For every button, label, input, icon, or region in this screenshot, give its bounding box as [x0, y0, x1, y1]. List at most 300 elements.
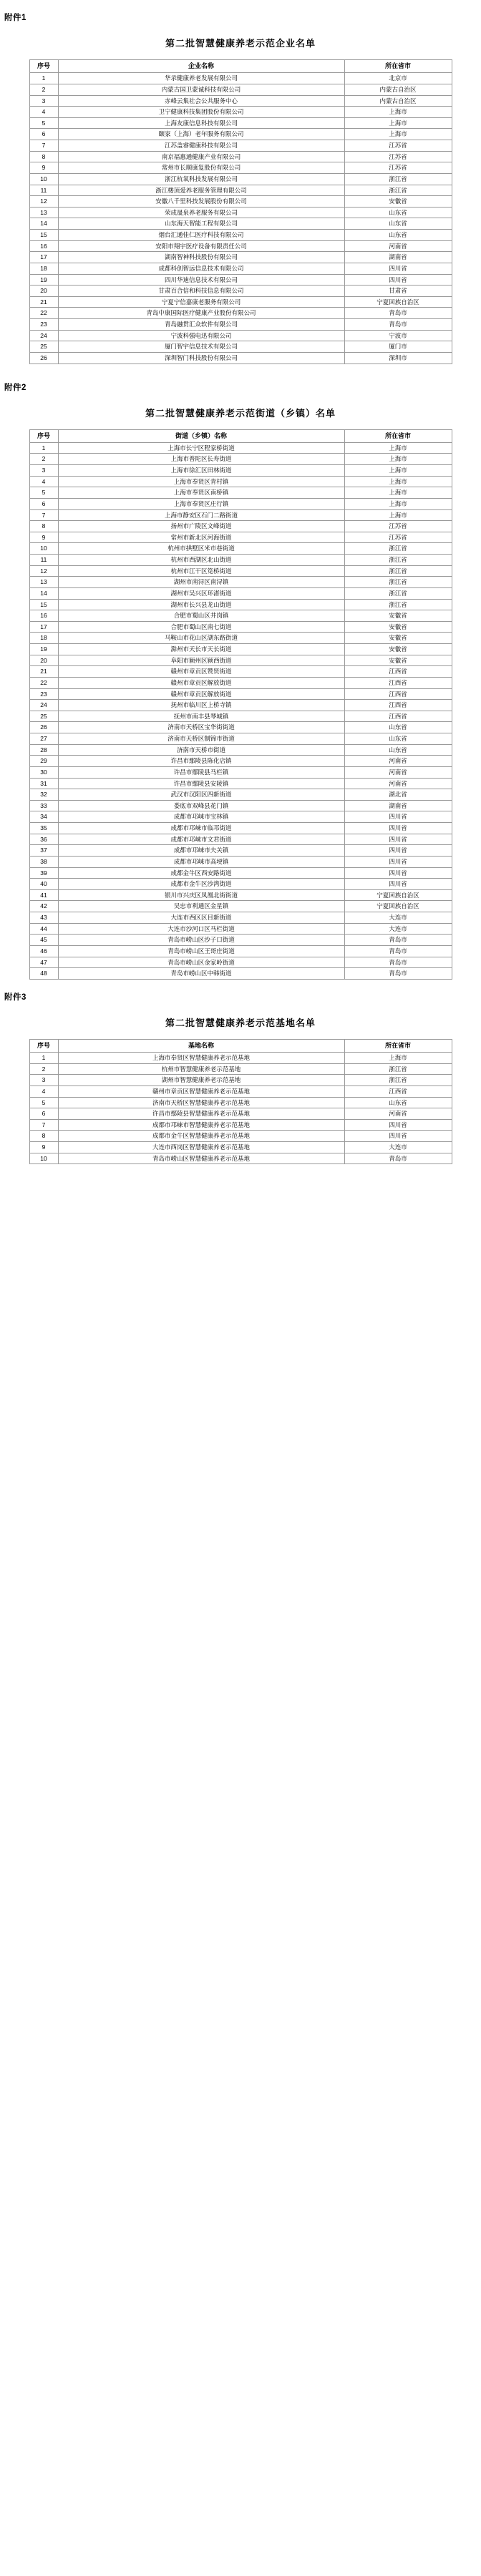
cell-province: 山东省 — [344, 218, 452, 230]
cell-province: 湖南省 — [344, 252, 452, 263]
cell-name: 成都市邛崃市高埂镇 — [58, 856, 344, 867]
table-row — [29, 230, 452, 241]
cell-index: 18 — [29, 633, 58, 644]
cell-province: 四川省 — [344, 845, 452, 857]
cell-province: 四川省 — [344, 1131, 452, 1142]
cell-index: 8 — [29, 1131, 58, 1142]
cell-name: 安阳市翔宇医疗设备有限责任公司 — [58, 240, 344, 252]
cell-name: 上海市徐汇区田林街道 — [58, 465, 344, 477]
table-row — [29, 889, 452, 901]
table-header-row — [29, 1039, 452, 1052]
cell-name: 银川市兴庆区凤凰北街街道 — [58, 889, 344, 901]
cell-index: 1 — [29, 1053, 58, 1064]
cell-province: 宁夏回族自治区 — [344, 889, 452, 901]
cell-name: 常州市新北区河海街道 — [58, 532, 344, 543]
cell-province: 大连市 — [344, 923, 452, 935]
cell-index: 20 — [29, 655, 58, 666]
column-header-province: 所在省市 — [344, 60, 452, 73]
cell-province: 湖北省 — [344, 789, 452, 801]
appendix-3-label: 附件3 — [4, 992, 26, 1002]
cell-index: 13 — [29, 207, 58, 218]
cell-index: 6 — [29, 498, 58, 509]
column-header-name: 企业名称 — [58, 60, 344, 73]
cell-index: 13 — [29, 577, 58, 588]
cell-province: 安徽省 — [344, 621, 452, 633]
cell-index: 7 — [29, 509, 58, 521]
table-row — [29, 1142, 452, 1153]
table-row — [29, 341, 452, 353]
table-row — [29, 711, 452, 722]
cell-province: 浙江省 — [344, 577, 452, 588]
cell-province: 宁夏回族自治区 — [344, 901, 452, 912]
cell-name: 上海市奉贤区南桥镇 — [58, 487, 344, 499]
cell-province: 厦门市 — [344, 341, 452, 353]
cell-name: 成都市邛崃市宝林镇 — [58, 811, 344, 823]
cell-index: 12 — [29, 565, 58, 577]
cell-name: 阜阳市颍州区颍西街道 — [58, 655, 344, 666]
cell-province: 浙江省 — [344, 587, 452, 599]
cell-name: 济南市天桥区智慧健康养老示范基地 — [58, 1097, 344, 1108]
cell-province: 四川省 — [344, 834, 452, 845]
table-row — [29, 498, 452, 509]
cell-name: 宁夏宁信嘉康老服务有限公司 — [58, 296, 344, 308]
cell-name: 成都市金牛区智慧健康养老示范基地 — [58, 1131, 344, 1142]
cell-index: 5 — [29, 487, 58, 499]
cell-index: 29 — [29, 756, 58, 767]
cell-name: 华录健康养老发展有限公司 — [58, 73, 344, 84]
cell-index: 39 — [29, 867, 58, 879]
cell-name: 常州市长顺康复股份有限公司 — [58, 162, 344, 174]
column-header-index: 序号 — [29, 60, 58, 73]
cell-index: 37 — [29, 845, 58, 857]
cell-name: 湖州市智慧健康养老示范基地 — [58, 1075, 344, 1086]
cell-province: 上海市 — [344, 129, 452, 140]
table-row — [29, 240, 452, 252]
cell-name: 青岛市崂山区王哥庄街道 — [58, 945, 344, 957]
table-row — [29, 744, 452, 756]
document-page — [0, 0, 481, 1179]
table-row — [29, 286, 452, 297]
cell-province: 安徽省 — [344, 196, 452, 208]
cell-name: 上海市普陀区长寿街道 — [58, 454, 344, 465]
cell-index: 3 — [29, 465, 58, 477]
cell-name: 合肥市蜀山区井岗镇 — [58, 610, 344, 622]
cell-index: 6 — [29, 1108, 58, 1120]
cell-name: 许昌市鄢陵县陈化店镇 — [58, 756, 344, 767]
cell-province: 江西省 — [344, 700, 452, 711]
cell-province: 青岛市 — [344, 319, 452, 331]
cell-name: 许昌市鄢陵县智慧健康养老示范基地 — [58, 1108, 344, 1120]
table-row — [29, 968, 452, 980]
cell-name: 赣州市章贡区智慧健康养老示范基地 — [58, 1085, 344, 1097]
table-row — [29, 330, 452, 341]
table-row — [29, 487, 452, 499]
cell-index: 2 — [29, 84, 58, 95]
appendix-2-body — [29, 442, 452, 979]
cell-province: 北京市 — [344, 73, 452, 84]
table-row — [29, 274, 452, 286]
table-row — [29, 196, 452, 208]
cell-province: 四川省 — [344, 274, 452, 286]
cell-province: 上海市 — [344, 117, 452, 129]
cell-province: 上海市 — [344, 442, 452, 454]
cell-name: 济南市天桥市街道 — [58, 744, 344, 756]
cell-name: 上海市奉贤区青村镇 — [58, 476, 344, 487]
table-row — [29, 957, 452, 968]
table-row — [29, 722, 452, 733]
cell-index: 3 — [29, 1075, 58, 1086]
table-row — [29, 688, 452, 700]
cell-index: 6 — [29, 129, 58, 140]
table-row — [29, 912, 452, 924]
table-row — [29, 543, 452, 555]
cell-province: 山东省 — [344, 1097, 452, 1108]
cell-index: 7 — [29, 1119, 58, 1131]
cell-index: 9 — [29, 532, 58, 543]
appendix-2-table — [29, 429, 452, 980]
cell-index: 10 — [29, 1153, 58, 1164]
table-row — [29, 140, 452, 152]
cell-province: 浙江省 — [344, 185, 452, 196]
cell-name: 杭州市江干区笕桥街道 — [58, 565, 344, 577]
cell-index: 11 — [29, 555, 58, 566]
cell-province: 上海市 — [344, 476, 452, 487]
cell-index: 8 — [29, 151, 58, 162]
table-row — [29, 1085, 452, 1097]
appendix-2-title: 第二批智慧健康养老示范街道（乡镇）名单 — [145, 407, 336, 419]
table-row — [29, 252, 452, 263]
table-row — [29, 476, 452, 487]
table-row — [29, 945, 452, 957]
table-row — [29, 107, 452, 118]
table-row — [29, 811, 452, 823]
cell-index: 22 — [29, 308, 58, 319]
cell-name: 合肥市蜀山区南七街道 — [58, 621, 344, 633]
cell-index: 38 — [29, 856, 58, 867]
table-row — [29, 587, 452, 599]
table-row — [29, 778, 452, 789]
table-row — [29, 621, 452, 633]
cell-name: 卫宁健康科技集团股份有限公司 — [58, 107, 344, 118]
cell-name: 大连市西岗区智慧健康养老示范基地 — [58, 1142, 344, 1153]
cell-index: 4 — [29, 476, 58, 487]
cell-name: 吴忠市利通区金星镇 — [58, 901, 344, 912]
cell-province: 河南省 — [344, 1108, 452, 1120]
cell-index: 41 — [29, 889, 58, 901]
cell-name: 湖南智神科技股份有限公司 — [58, 252, 344, 263]
cell-province: 青岛市 — [344, 1153, 452, 1164]
cell-index: 36 — [29, 834, 58, 845]
cell-province: 上海市 — [344, 465, 452, 477]
cell-index: 42 — [29, 901, 58, 912]
cell-province: 浙江省 — [344, 173, 452, 185]
cell-name: 山东海天智能工程有限公司 — [58, 218, 344, 230]
cell-province: 江苏省 — [344, 151, 452, 162]
cell-name: 成都科创智远信息技术有限公司 — [58, 263, 344, 274]
cell-index: 11 — [29, 185, 58, 196]
cell-index: 25 — [29, 711, 58, 722]
cell-province: 四川省 — [344, 856, 452, 867]
cell-name: 娄底市双峰县花门镇 — [58, 800, 344, 811]
table-row — [29, 577, 452, 588]
cell-index: 46 — [29, 945, 58, 957]
table-row — [29, 555, 452, 566]
cell-province: 浙江省 — [344, 565, 452, 577]
cell-name: 烟台汇通佳仁医疗科技有限公司 — [58, 230, 344, 241]
cell-index: 3 — [29, 95, 58, 107]
cell-name: 成都金牛区西安路街道 — [58, 867, 344, 879]
cell-province: 四川省 — [344, 823, 452, 834]
cell-province: 浙江省 — [344, 555, 452, 566]
table-row — [29, 733, 452, 745]
cell-province: 河南省 — [344, 766, 452, 778]
cell-province: 江苏省 — [344, 532, 452, 543]
table-row — [29, 185, 452, 196]
column-header-name: 基地名称 — [58, 1039, 344, 1052]
cell-province: 江西省 — [344, 711, 452, 722]
table-row — [29, 218, 452, 230]
cell-name: 甘肃百合信和科技信息有限公司 — [58, 286, 344, 297]
cell-name: 成都市邛崃市临邛街道 — [58, 823, 344, 834]
cell-name: 滁州市天长市天长街道 — [58, 644, 344, 655]
cell-name: 厦门智宇信息技术有限公司 — [58, 341, 344, 353]
cell-province: 江西省 — [344, 1085, 452, 1097]
cell-name: 扬州市广陵区文峰街道 — [58, 521, 344, 532]
appendix-1-label: 附件1 — [4, 14, 26, 22]
cell-index: 16 — [29, 610, 58, 622]
cell-index: 21 — [29, 666, 58, 678]
cell-name: 上海市静安区石门二路街道 — [58, 509, 344, 521]
cell-index: 4 — [29, 1085, 58, 1097]
column-header-name: 街道（乡镇）名称 — [58, 429, 344, 442]
cell-name: 湖州市长兴县龙山街道 — [58, 599, 344, 610]
cell-province: 四川省 — [344, 879, 452, 890]
appendix-1-table — [29, 59, 452, 364]
cell-index: 16 — [29, 240, 58, 252]
cell-province: 河南省 — [344, 778, 452, 789]
table-row — [29, 162, 452, 174]
cell-province: 内蒙古自治区 — [344, 84, 452, 95]
cell-name: 赣州市章贡区解放街道 — [58, 688, 344, 700]
cell-province: 山东省 — [344, 722, 452, 733]
cell-province: 青岛市 — [344, 935, 452, 946]
cell-name: 南京福惠通健康产业有限公司 — [58, 151, 344, 162]
cell-name: 成都市邛崃市智慧健康养老示范基地 — [58, 1119, 344, 1131]
table-row — [29, 677, 452, 688]
cell-index: 40 — [29, 879, 58, 890]
table-row — [29, 700, 452, 711]
table-row — [29, 1131, 452, 1142]
cell-province: 安徽省 — [344, 644, 452, 655]
table-row — [29, 644, 452, 655]
cell-name: 宁波科强电迅有限公司 — [58, 330, 344, 341]
table-row — [29, 800, 452, 811]
cell-index: 23 — [29, 319, 58, 331]
cell-name: 上海市奉贤区庄行镇 — [58, 498, 344, 509]
table-row — [29, 1153, 452, 1164]
cell-name: 许昌市鄢陵县安陵镇 — [58, 778, 344, 789]
table-row — [29, 509, 452, 521]
cell-province: 江苏省 — [344, 140, 452, 152]
table-row — [29, 521, 452, 532]
cell-index: 9 — [29, 1142, 58, 1153]
cell-name: 杭州市拱墅区米市巷街道 — [58, 543, 344, 555]
table-row — [29, 565, 452, 577]
cell-name: 大连市沙河口区马栏街道 — [58, 923, 344, 935]
cell-index: 24 — [29, 330, 58, 341]
table-row — [29, 465, 452, 477]
table-row — [29, 633, 452, 644]
table-row — [29, 666, 452, 678]
cell-province: 山东省 — [344, 733, 452, 745]
cell-index: 33 — [29, 800, 58, 811]
cell-name: 颐家（上海）老年服务有限公司 — [58, 129, 344, 140]
cell-index: 26 — [29, 352, 58, 364]
cell-name: 大连市西区区目新街道 — [58, 912, 344, 924]
cell-index: 31 — [29, 778, 58, 789]
cell-name: 济南市天桥区制锦市街道 — [58, 733, 344, 745]
cell-province: 青岛市 — [344, 957, 452, 968]
cell-province: 上海市 — [344, 498, 452, 509]
cell-index: 32 — [29, 789, 58, 801]
cell-name: 安徽八千里科技发展股份有限公司 — [58, 196, 344, 208]
cell-province: 浙江省 — [344, 599, 452, 610]
table-row — [29, 442, 452, 454]
appendix-3-title: 第二批智慧健康养老示范基地名单 — [165, 1017, 316, 1028]
cell-index: 45 — [29, 935, 58, 946]
cell-province: 四川省 — [344, 1119, 452, 1131]
cell-index: 30 — [29, 766, 58, 778]
table-row — [29, 173, 452, 185]
cell-name: 抚州市南丰县琴城镇 — [58, 711, 344, 722]
table-row — [29, 117, 452, 129]
cell-index: 35 — [29, 823, 58, 834]
cell-index: 1 — [29, 73, 58, 84]
cell-province: 宁夏回族自治区 — [344, 296, 452, 308]
table-row — [29, 1108, 452, 1120]
cell-index: 48 — [29, 968, 58, 980]
cell-name: 湖州市吴兴区环渚街道 — [58, 587, 344, 599]
cell-name: 青岛中康国际医疗健康产业股份有限公司 — [58, 308, 344, 319]
cell-index: 5 — [29, 1097, 58, 1108]
cell-index: 26 — [29, 722, 58, 733]
table-row — [29, 1053, 452, 1064]
cell-province: 青岛市 — [344, 968, 452, 980]
cell-index: 14 — [29, 218, 58, 230]
appendix-1-body — [29, 73, 452, 364]
cell-index: 10 — [29, 173, 58, 185]
cell-index: 22 — [29, 677, 58, 688]
cell-province: 上海市 — [344, 487, 452, 499]
cell-index: 2 — [29, 454, 58, 465]
cell-index: 21 — [29, 296, 58, 308]
cell-name: 抚州市临川区上桥寺镇 — [58, 700, 344, 711]
cell-index: 34 — [29, 811, 58, 823]
cell-index: 9 — [29, 162, 58, 174]
cell-name: 杭州市智慧健康养老示范基地 — [58, 1063, 344, 1075]
table-row — [29, 756, 452, 767]
table-row — [29, 823, 452, 834]
cell-province: 大连市 — [344, 1142, 452, 1153]
table-row — [29, 532, 452, 543]
cell-name: 成都市邛崃市夫关镇 — [58, 845, 344, 857]
cell-name: 许昌市鄢陵县马栏镇 — [58, 766, 344, 778]
cell-name: 马鞍山市花山区湖东路街道 — [58, 633, 344, 644]
cell-province: 江西省 — [344, 677, 452, 688]
cell-province: 上海市 — [344, 107, 452, 118]
table-row — [29, 599, 452, 610]
cell-name: 上海市长宁区程家桥街道 — [58, 442, 344, 454]
cell-name: 浙江楼顶爱养老服务管理有限公司 — [58, 185, 344, 196]
cell-name: 成都市金牛区沙湾街道 — [58, 879, 344, 890]
table-row — [29, 1097, 452, 1108]
cell-index: 18 — [29, 263, 58, 274]
cell-name: 赣州市章贡区解放街道 — [58, 677, 344, 688]
appendix-3-table — [29, 1039, 452, 1165]
table-row — [29, 129, 452, 140]
cell-province: 安徽省 — [344, 610, 452, 622]
table-row — [29, 1063, 452, 1075]
cell-index: 19 — [29, 644, 58, 655]
table-row — [29, 95, 452, 107]
cell-index: 5 — [29, 117, 58, 129]
table-row — [29, 845, 452, 857]
cell-province: 大连市 — [344, 912, 452, 924]
cell-province: 浙江省 — [344, 543, 452, 555]
table-row — [29, 319, 452, 331]
cell-name: 上海市奉贤区智慧健康养老示范基地 — [58, 1053, 344, 1064]
table-row — [29, 207, 452, 218]
appendix-2-label: 附件2 — [4, 383, 26, 392]
cell-index: 25 — [29, 341, 58, 353]
cell-index: 27 — [29, 733, 58, 745]
cell-index: 15 — [29, 230, 58, 241]
cell-name: 江苏盖睿健康科技有限公司 — [58, 140, 344, 152]
cell-index: 23 — [29, 688, 58, 700]
cell-name: 青岛融贯汇众软件有限公司 — [58, 319, 344, 331]
cell-index: 44 — [29, 923, 58, 935]
cell-name: 赤峰云集社会公共服务中心 — [58, 95, 344, 107]
cell-name: 成都市邛崃市文君街道 — [58, 834, 344, 845]
cell-name: 湖州市南浔区南浔镇 — [58, 577, 344, 588]
table-row — [29, 766, 452, 778]
cell-province: 河南省 — [344, 240, 452, 252]
table-row — [29, 935, 452, 946]
table-row — [29, 73, 452, 84]
cell-index: 14 — [29, 587, 58, 599]
table-row — [29, 879, 452, 890]
cell-province: 上海市 — [344, 1053, 452, 1064]
appendix-3-body — [29, 1053, 452, 1164]
cell-name: 青岛市崂山区沙子口街道 — [58, 935, 344, 946]
cell-name: 上海友康信息科技有限公司 — [58, 117, 344, 129]
cell-name: 荣成晟泉养老服务有限公司 — [58, 207, 344, 218]
column-header-index: 序号 — [29, 1039, 58, 1052]
cell-province: 四川省 — [344, 811, 452, 823]
cell-province: 甘肃省 — [344, 286, 452, 297]
cell-name: 内蒙古国卫蒙诚科技有限公司 — [58, 84, 344, 95]
table-row — [29, 655, 452, 666]
cell-province: 宁波市 — [344, 330, 452, 341]
cell-index: 20 — [29, 286, 58, 297]
cell-province: 山东省 — [344, 230, 452, 241]
cell-name: 济南市天桥区宝华街街道 — [58, 722, 344, 733]
cell-name: 武汉市汉阳区四新街道 — [58, 789, 344, 801]
cell-province: 江苏省 — [344, 521, 452, 532]
cell-index: 47 — [29, 957, 58, 968]
cell-index: 12 — [29, 196, 58, 208]
cell-name: 杭州市西湖区北山街道 — [58, 555, 344, 566]
